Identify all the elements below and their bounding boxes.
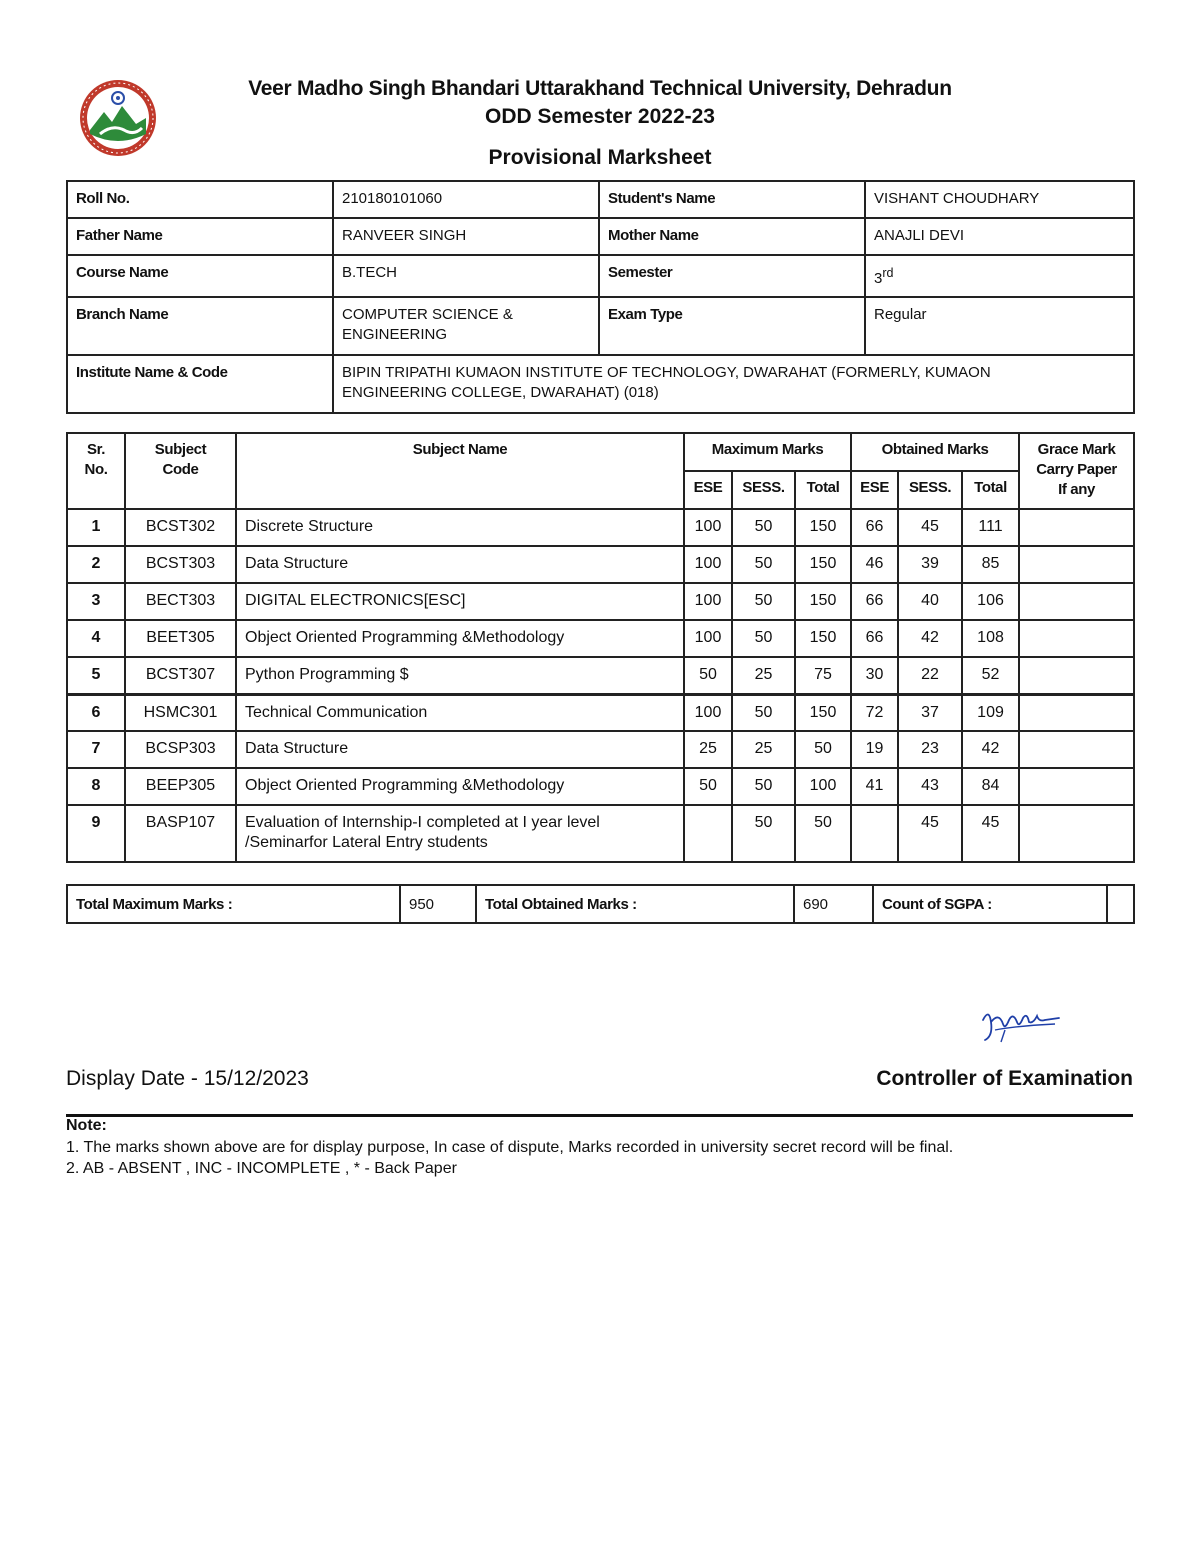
obt-ese-cell [851, 805, 898, 862]
max-ese-cell: 50 [684, 768, 732, 805]
info-row [67, 255, 1134, 297]
obt-sess-cell: 45 [898, 509, 962, 546]
obtained-marks-header: Obtained Marks [851, 433, 1019, 471]
semester-value [865, 255, 1134, 297]
table-row [67, 768, 1134, 805]
mother-label: Mother Name [599, 218, 865, 255]
roll-label: Roll No. [67, 181, 333, 218]
obt-ese-cell: 19 [851, 731, 898, 768]
max-ese-cell: 100 [684, 546, 732, 583]
subject-cell: Object Oriented Programming &Methodology [236, 768, 684, 805]
sr-cell: 6 [67, 694, 125, 731]
table-row [67, 509, 1134, 546]
max-ese-cell: 100 [684, 509, 732, 546]
max-sess-cell: 50 [732, 805, 795, 862]
sr-cell: 7 [67, 731, 125, 768]
obt-ese-cell: 30 [851, 657, 898, 694]
totals-table [66, 884, 1135, 924]
table-row [67, 805, 1134, 862]
max-sess-header: SESS. [732, 471, 795, 509]
obt-ese-cell: 66 [851, 509, 898, 546]
subject-cell [236, 805, 684, 862]
sr-cell: 5 [67, 657, 125, 694]
obt-ese-cell: 41 [851, 768, 898, 805]
obt-total-cell: 42 [962, 731, 1019, 768]
obt-sess-cell: 43 [898, 768, 962, 805]
exam-type-value: Regular [865, 297, 1134, 355]
grace-cell [1019, 657, 1134, 694]
total-max-label: Total Maximum Marks : [67, 885, 400, 923]
obt-ese-cell: 46 [851, 546, 898, 583]
grace-cell [1019, 620, 1134, 657]
obt-sess-cell: 39 [898, 546, 962, 583]
roll-value: 210180101060 [333, 181, 599, 218]
footer-divider [66, 1114, 1133, 1117]
institute-line: BIPIN TRIPATHI KUMAON INSTITUTE OF TECHNOLOGY, DWARAHAT (FORMERLY, KUMAON [342, 364, 991, 381]
total-max-value: 950 [400, 885, 476, 923]
max-total-cell: 150 [795, 509, 851, 546]
sgpa-value [1107, 885, 1134, 923]
subject-cell: Python Programming $ [236, 657, 684, 694]
max-total-cell: 50 [795, 731, 851, 768]
max-marks-header: Maximum Marks [684, 433, 851, 471]
note-line: 1. The marks shown above are for display purpose, In case of dispute, Marks recorded in university secret record will be final. [66, 1139, 954, 1156]
document-title: Provisional Marksheet [488, 146, 712, 169]
obt-total-cell: 106 [962, 583, 1019, 620]
code-cell: BEEP305 [125, 768, 236, 805]
info-row [67, 297, 1134, 355]
grace-header [1019, 433, 1134, 509]
total-obtained-value: 690 [794, 885, 873, 923]
info-row [67, 181, 1134, 218]
max-sess-cell: 25 [732, 657, 795, 694]
course-label: Course Name [67, 255, 333, 297]
sr-header-line: Sr. [87, 441, 105, 458]
note-line: 2. AB - ABSENT , INC - INCOMPLETE , * - Back Paper [66, 1160, 457, 1177]
sr-cell: 4 [67, 620, 125, 657]
subject-cell: DIGITAL ELECTRONICS[ESC] [236, 583, 684, 620]
subject-cell: Object Oriented Programming &Methodology [236, 620, 684, 657]
controller-signature [975, 1000, 1065, 1048]
code-cell: BCST303 [125, 546, 236, 583]
max-total-cell: 100 [795, 768, 851, 805]
obt-ese-cell: 66 [851, 620, 898, 657]
subject-line: /Seminarfor Lateral Entry students [245, 834, 488, 851]
max-ese-cell: 100 [684, 583, 732, 620]
code-header-line: Subject [154, 441, 207, 458]
max-total-cell: 150 [795, 583, 851, 620]
grace-header-line: Grace Mark [1037, 441, 1116, 458]
father-label: Father Name [67, 218, 333, 255]
sr-header [67, 433, 125, 509]
max-total-cell: 75 [795, 657, 851, 694]
sr-cell: 1 [67, 509, 125, 546]
display-date: Display Date - 15/12/2023 [66, 1067, 309, 1090]
subject-cell: Data Structure [236, 731, 684, 768]
obt-total-cell: 85 [962, 546, 1019, 583]
controller-label: Controller of Examination [876, 1067, 1133, 1090]
subject-name-header: Subject Name [236, 433, 684, 509]
obt-ese-cell: 72 [851, 694, 898, 731]
table-row [67, 657, 1134, 694]
course-value: B.TECH [333, 255, 599, 297]
obt-total-cell: 109 [962, 694, 1019, 731]
code-header [125, 433, 236, 509]
semester-title: ODD Semester 2022-23 [485, 105, 715, 128]
obt-sess-cell: 45 [898, 805, 962, 862]
max-sess-cell: 25 [732, 731, 795, 768]
grace-cell [1019, 805, 1134, 862]
totals-row [67, 885, 1134, 923]
institute-label: Institute Name & Code [67, 355, 333, 413]
max-ese-cell: 50 [684, 657, 732, 694]
max-total-cell: 150 [795, 546, 851, 583]
code-cell: BECT303 [125, 583, 236, 620]
sgpa-label: Count of SGPA : [873, 885, 1107, 923]
max-total-cell: 50 [795, 805, 851, 862]
obt-total-cell: 45 [962, 805, 1019, 862]
obt-ese-header: ESE [851, 471, 898, 509]
header-row [67, 433, 1134, 471]
max-sess-cell: 50 [732, 583, 795, 620]
mother-value: ANAJLI DEVI [865, 218, 1134, 255]
table-row [67, 731, 1134, 768]
code-cell: BCST302 [125, 509, 236, 546]
table-row [67, 546, 1134, 583]
father-value: RANVEER SINGH [333, 218, 599, 255]
obt-total-cell: 108 [962, 620, 1019, 657]
code-cell: HSMC301 [125, 694, 236, 731]
grace-cell [1019, 768, 1134, 805]
code-cell: BCSP303 [125, 731, 236, 768]
sr-cell: 3 [67, 583, 125, 620]
marks-table [66, 432, 1135, 863]
note-title: Note: [66, 1117, 107, 1134]
obt-sess-cell: 37 [898, 694, 962, 731]
max-sess-cell: 50 [732, 546, 795, 583]
grace-cell [1019, 509, 1134, 546]
table-row [67, 583, 1134, 620]
sr-cell: 8 [67, 768, 125, 805]
obt-sess-header: SESS. [898, 471, 962, 509]
obt-sess-cell: 42 [898, 620, 962, 657]
branch-line: COMPUTER SCIENCE & [342, 306, 513, 323]
subject-line: Evaluation of Internship-I completed at I year level [245, 814, 600, 831]
code-cell: BEET305 [125, 620, 236, 657]
subject-cell: Data Structure [236, 546, 684, 583]
branch-line: ENGINEERING [342, 326, 448, 343]
subject-cell: Technical Communication [236, 694, 684, 731]
max-sess-cell: 50 [732, 509, 795, 546]
grace-cell [1019, 546, 1134, 583]
exam-type-label: Exam Type [599, 297, 865, 355]
student-info-table [66, 180, 1135, 414]
info-row [67, 218, 1134, 255]
obt-sess-cell: 23 [898, 731, 962, 768]
grace-header-line: Carry Paper [1036, 461, 1117, 478]
max-ese-cell: 100 [684, 620, 732, 657]
max-total-cell: 150 [795, 694, 851, 731]
code-header-line: Code [162, 461, 199, 478]
student-name-value: VISHANT CHOUDHARY [865, 181, 1134, 218]
branch-label: Branch Name [67, 297, 333, 355]
table-row [67, 694, 1134, 731]
grace-cell [1019, 731, 1134, 768]
max-sess-cell: 50 [732, 620, 795, 657]
max-total-cell: 150 [795, 620, 851, 657]
grace-cell [1019, 583, 1134, 620]
obt-total-cell: 84 [962, 768, 1019, 805]
total-obtained-label: Total Obtained Marks : [476, 885, 794, 923]
obt-total-cell: 111 [962, 509, 1019, 546]
grace-cell [1019, 694, 1134, 731]
branch-value [333, 297, 599, 355]
info-row [67, 355, 1134, 413]
code-cell: BCST307 [125, 657, 236, 694]
max-sess-cell: 50 [732, 768, 795, 805]
semester-suffix: rd [882, 266, 894, 280]
university-name: Veer Madho Singh Bhandari Uttarakhand Technical University, Dehradun [248, 77, 952, 100]
max-ese-cell [684, 805, 732, 862]
sr-header-line: No. [84, 461, 108, 478]
student-name-label: Student's Name [599, 181, 865, 218]
code-cell: BASP107 [125, 805, 236, 862]
max-sess-cell: 50 [732, 694, 795, 731]
sr-cell: 2 [67, 546, 125, 583]
institute-line: ENGINEERING COLLEGE, DWARAHAT) (018) [342, 384, 659, 401]
semester-number: 3 [874, 270, 883, 287]
grace-header-line: If any [1058, 481, 1095, 498]
sr-cell: 9 [67, 805, 125, 862]
semester-label: Semester [599, 255, 865, 297]
table-row [67, 620, 1134, 657]
obt-ese-cell: 66 [851, 583, 898, 620]
max-ese-cell: 25 [684, 731, 732, 768]
obt-total-cell: 52 [962, 657, 1019, 694]
obt-sess-cell: 40 [898, 583, 962, 620]
obt-total-header: Total [962, 471, 1019, 509]
max-ese-cell: 100 [684, 694, 732, 731]
obt-sess-cell: 22 [898, 657, 962, 694]
max-total-header: Total [795, 471, 851, 509]
max-ese-header: ESE [684, 471, 732, 509]
institute-value [333, 355, 1134, 413]
subject-cell: Discrete Structure [236, 509, 684, 546]
